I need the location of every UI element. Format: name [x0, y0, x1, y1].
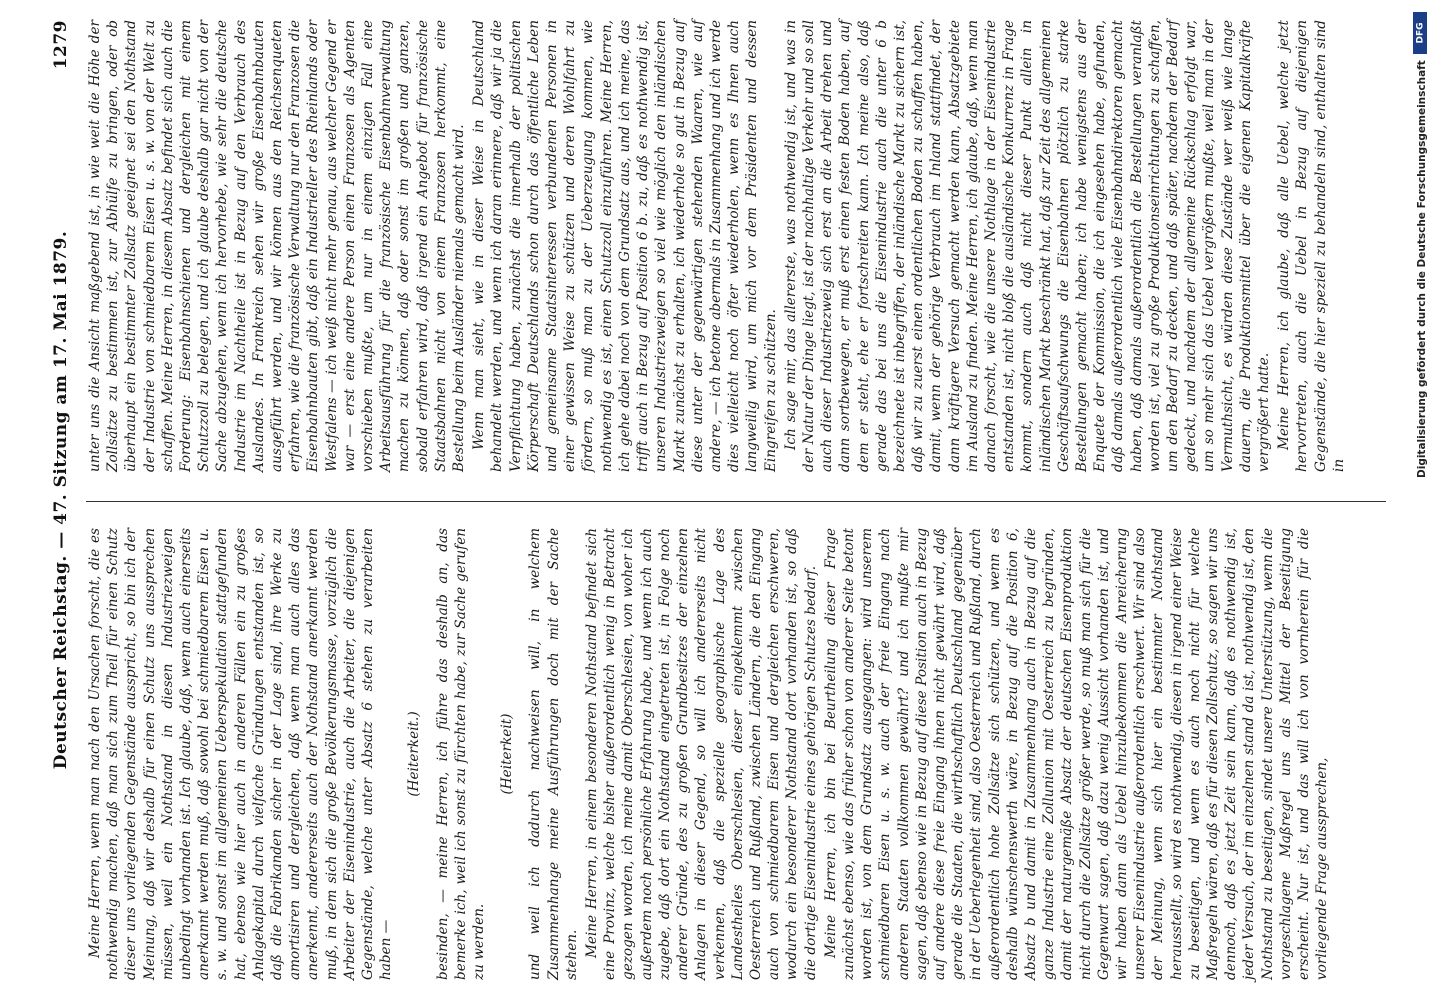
column-divider — [86, 501, 1386, 502]
paragraph: unter uns die Ansicht maßgebend ist, in wie weit die Höhe der Zollsätze zu bestimmen ist, zur Abhülfe zu bringen, oder ob überhaupt ein bestimmter Zollsatz geeignet sei den Nothstand der Industrie von schmiedbarem Eisen u. s. w. von der Welt zu schaffen. Meine Herren, in diesem Absatz befindet sich auch die Forderung: Eisenbahnschienen und dergleichen mit einem Schutzzoll zu belegen, und ich glaube deshalb gar nicht von der Sache abzugehen, wenn ich hervorhebe, wie sehr die deutsche Industrie im Nachtheile ist in Bezug auf den Verbrauch des Auslandes. In Frankreich sehen wir große Eisenbahnbauten ausgeführt werden, und wir können aus den Reichsenqueten erfahren, wie die französische Verwaltung nur den Franzosen die Eisenbahnbauten gibt, daß ein Industrieller des Rheinlands oder Westfalens — ich weiß nicht mehr genau, aus welcher Gegend er war — erst eine andere Person einen Franzosen als Agenten vorschieben mußte, um nur in einem einzigen Fall eine Arbeitsausführung für die französische Eisenbahnverwaltung machen zu können, daß oder sonst im großen und ganzen, sobald erfahren wird, daß irgend ein Angebot für französische Staatsbahnen nicht von einem Franzosen herkommt, eine Bestellung beim Ausländer niemals gemacht wird. — [87, 20, 468, 472]
paragraph: Wenn man sieht, wie in dieser Weise in Deutschland behandelt werden, und wenn ich daran erinnere, daß wir ja die Verpflichtung haben, zunächst die innerhalb der politischen Körperschaft Deutschlands schon durch das öffentliche Leben und gemeinsame Staatsinteressen verbundenen Personen in einer gewissen Weise zu schützen und deren Wohlfahrt zu fördern, so muß man zu der Ueberzeugung kommen, wie nothwendig es ist, einen Schutzzoll einzuführen. Meine Herren, ich gehe dabei noch von dem Grundsatz aus, und ich meine, das trifft auch in Bezug auf Position 6 b. zu, daß es nothwendig ist, unseren Industriezweigen so viel wie möglich den inländischen Markt zunächst zu erhalten, ich wiederhole so gut in Bezug auf diese unter der gegenwärtigen stehenden Waaren, wie auf andere, — ich betone abermals in Zusammenhang und ich werde dies vielleicht noch öfter wiederholen, wenn es Ihnen auch langweilig wird, um mich vor dem Präsidenten und dessen Eingreifen zu schützen. — [471, 20, 779, 472]
page-number: 1279 — [51, 20, 71, 70]
interjection: (Heiterkeit.) — [406, 711, 423, 797]
digitization-credit: Digitalisierung gefördert durch die Deutsche Forschungsgemeinschaft — [1416, 60, 1428, 478]
left-text-column — [86, 528, 1333, 980]
paragraph: Meine Herren, ich glaube, daß alle Uebel, welche jetzt hervortreten, auch die Uebel in Bezug auf diejenigen Gegenstände, die hier speziell zu behandeln sind, enthalten sind in — [1276, 20, 1347, 472]
paragraph: und weil ich dadurch nachweisen will, in welchem Zusammenhange meine Ausführungen doch mit der Sache stehen. — [527, 528, 580, 980]
interjection: (Heiterkeit) — [499, 713, 516, 795]
page-header — [48, 20, 74, 980]
paragraph: Meine Herren, in einem besonderen Nothstand befindet sich eine Provinz, welche bisher außerordentlich wenig in Betracht gezogen worden, ich meine damit Oberschlesien, von woher ich außerdem noch persönliche Erfahrung habe, und wenn ich auch zugebe, daß dort ein Nothstand eingetreten ist, in Folge noch anderer Gründe, des zu großen Grundbesitzes der einzelnen Anlagen in dieser Gegend, so will ich andererseits nicht verkennen, daß die spezielle geographische Lage des Landestheiles Oberschlesien, dieser eingeklemmt zwischen Oesterreich und Rußland, zwischen Ländern, die den Eingang auch von schmiedbarem Eisen und dergleichen erschweren, wodurch ein besonderer Nothstand dort vorhanden ist, so daß die dortige Eisenindustrie eines gehörigen Schutzes bedarf. — [584, 528, 819, 980]
page-title: Deutscher Reichstag. — 47. Sitzung am 17. Mai 1879. — [51, 230, 71, 770]
paragraph: Meine Herren, ich bin bei Beurtheilung dieser Frage zunächst ebenso, wie das früher schon von anderer Seite betont worden ist, von dem Grundsatz ausgegangen: wird unserem schmiedbaren Eisen u. s. w. auch der freie Eingang nach anderen Staaten vollkommen gewährt? und ich mußte mir sagen, daß ebenso wie in Bezug auf diese Position auch in Bezug auf andere diese freie Eingang ihnen nicht gewährt wird, daß gerade die Staaten, die wirthschaftlich Deutschland gegenüber in der Ueberlegenheit sind, also Oesterreich und Rußland, durch außerordentlich hohe Zollsätze sich schützen, und wenn es deshalb wünschenswerth wäre, in Bezug auf die Position 6, Absatz b und damit in Zusammenhang auch in Bezug auf die ganze Industrie eine Zollunion mit Oesterreich zu begründen, damit der naturgemäße Absatz der deutschen Eisenproduktion nicht durch die Zollsätze größer werde, so muß man sich für die Gegenwart sagen, daß dazu wenig Aussicht vorhanden ist, und wir haben dann als Uebel hinzubekommen die Anreicherung unserer Eisenindustrie außerordentlich erschwert. Wir sind also der Meinung, wenn sich hier ein bestimmter Nothstand herausstellt, so wird es nothwendig, diesen in irgend einer Weise zu beseitigen, und wenn es auch noch nicht für welche Maßregeln wären, daß es für diesen Zollschutz, so sagen wir uns dennoch, daß es jetzt Zeit sein kann, daß es nothwendig ist, jeder Versuch, der im einzelnen stand da ist, nothwendig ist, den Nothstand zu beseitigen, sindet unsere Unterstützung, wenn die vorgeschlagene Maßregel uns als Mittel der Beseitigung erscheint. Nur ist, und das will ich von vornherein für die vorliegende Frage aussprechen, — [822, 528, 1331, 980]
paragraph: Ich sage mir, das allererste, was nothwendig ist, und was in der Natur der Dinge liegt, ist der nachhaltige Verkehr und so soll auch dieser Industriezweig sich erst an die Arbeit drehen und dann sortbewegen, er muß erst einen festen Boden haben, auf dem er steht, ehe er fortschreiten kann. Ich meine also, daß gerade das bei uns die Eisenindustrie auch die unter 6 b bezeichnete ist inbegriffen, der inländische Markt zu sichern ist, daß wir zu zuerst einen ordentlichen Boden zu schaffen haben, damit, wenn der gehörige Verbrauch im Inland stattfindet, der dann kräftigere Versuch gemacht werden kann, Absatzgebiete im Ausland zu finden. Meine Herren, ich glaube, daß, wenn man danach forscht, wie die unsere Nothlage in der Eisenindustrie entstanden ist, nicht bloß die ausländische Konkurrenz in Frage kommt, sondern auch daß nicht dieser Punkt allein in inländischen Markt beschränkt hat, daß zur Zeit des allgemeinen Geschäftsaufschwungs die Eisenbahnen plötzlich zu starke Bestellungen gemacht haben; ich habe wenigstens aus der Enquete der Kommission, die ich eingesehen habe, gefunden, daß damals außerordentlich viele Eisenbahndirektoren gemacht haben, daß damals außerordentlich die Bestellungen veranlaßt worden ist, viel zu große Produktionseinrichtungen zu schaffen, um den Bedarf zu decken, und daß später, nachdem der Bedarf gedeckt, und nachdem der allgemeine Rückschlag erfolgt war, um so mehr sich das Uebel vergrößern mußte, weil man in der Vermuthsicht, es würden diese Zustände wer weiß wie lange dauern, die Produktionsmittel über die eigenen Kapitalkräfte vergrößert hatte. — [782, 20, 1272, 472]
dfg-logo: DFG — [1413, 12, 1427, 54]
rotated-document-page — [26, 20, 1406, 980]
paragraph: besinden, — meine Herren, ich führe das deshalb an, das bemerke ich, weil ich sonst zu fürchten habe, zur Sache gerufen zu werden. — [434, 528, 488, 980]
right-text-column — [86, 20, 1350, 472]
footer-strip — [1406, 0, 1432, 1000]
paragraph: Meine Herren, wenn man nach den Ursachen forscht, die es nothwendig machen, daß man sich zum Theil für einen Schutz dieser uns vorliegenden Gegenstände ausspricht, so bin ich der Meinung, daß wir deshalb für einen Schutz uns aussprechen müssen, weil ein Nothstand in diesen Industriezweigen unbedingt vorhanden ist. Ich glaube, daß, wenn auch einerseits anerkannt werden muß, daß sowohl bei schmiedbarem Eisen u. s. w. und sonst im allgemeinen Ueberspekulation stattgefunden hat, ebenso wie hier auch in anderen Fällen ein zu großes Anlagekapital durch vielfache Gründungen entstanden ist, so daß die Fabrikanden sicher in der Lage sind, ihre Werke zu amortisiren und dergleichen, daß wenn man auch alles das anerkennt, andererseits auch der Nothstand anerkannt werden muß, in dem sich die große Bevölkerungsmasse, vorzüglich die Arbeiter der Eisenindustrie, auch die Arbeiter, die diejenigen Gegenstände, welche unter Absatz 6 stehen zu verarbeiten haben — — [87, 528, 395, 980]
